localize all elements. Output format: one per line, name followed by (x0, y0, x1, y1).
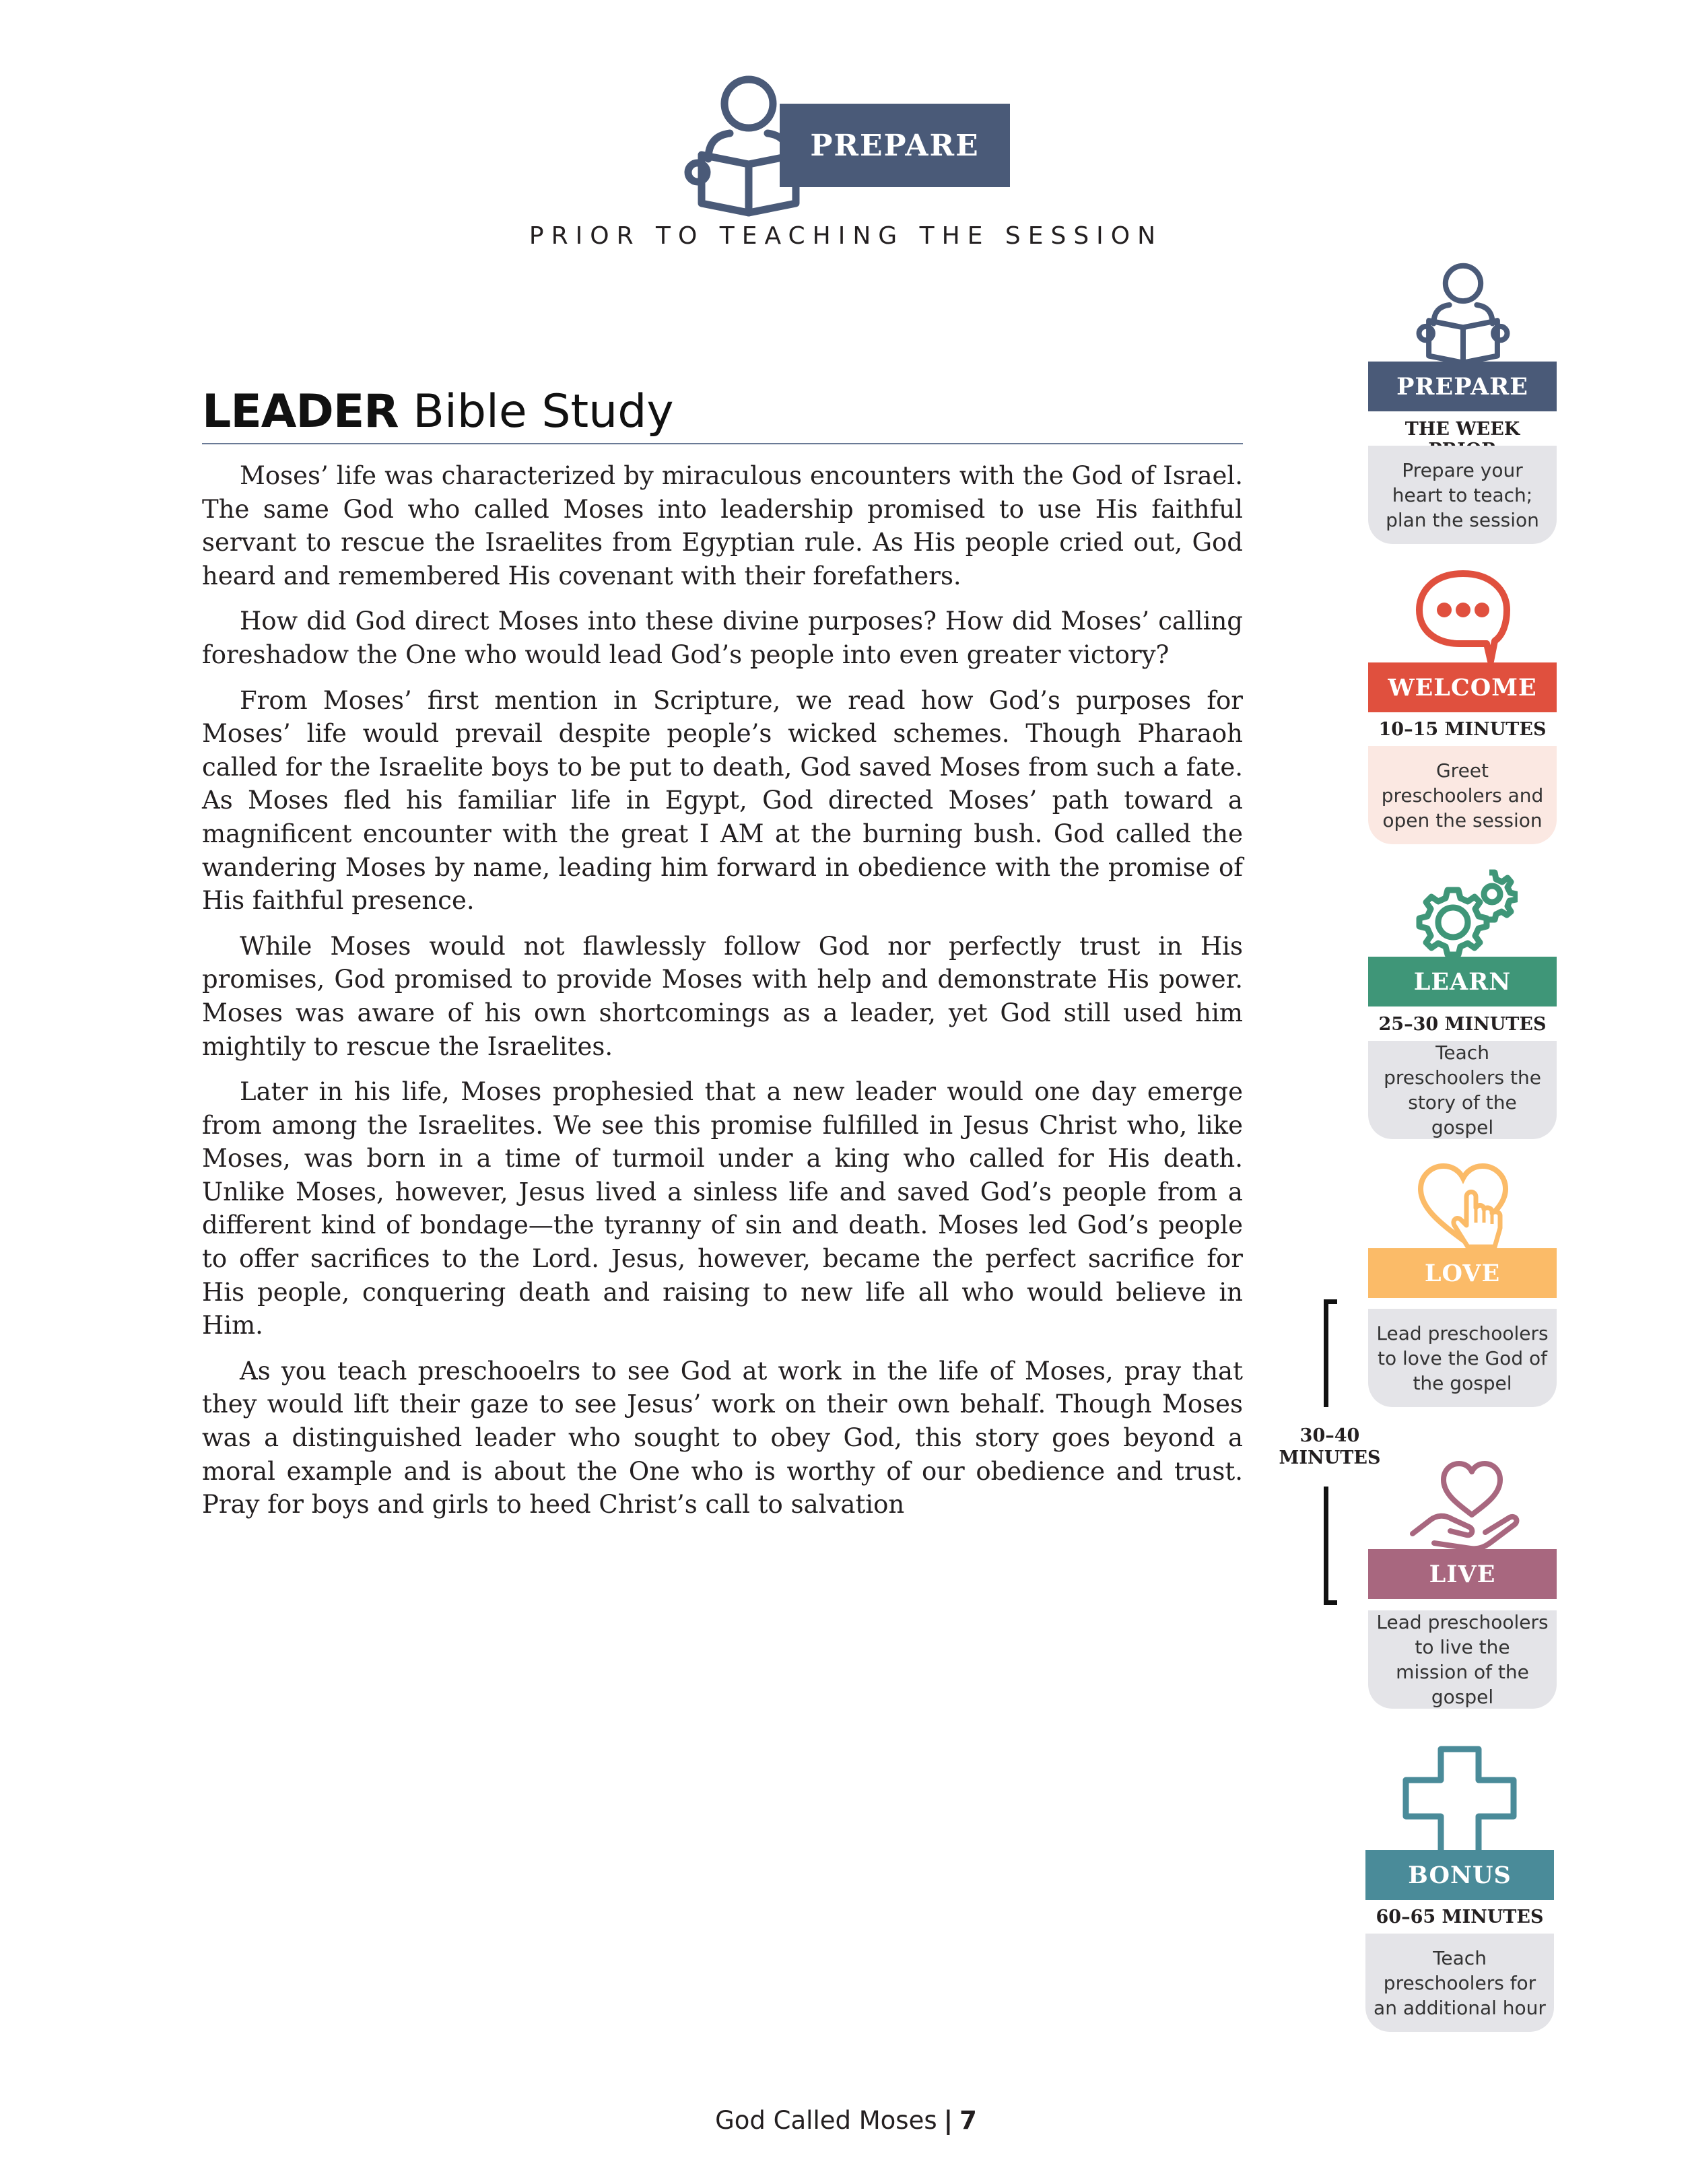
section-heading (202, 385, 1243, 444)
step-label-live: LIVE (1368, 1549, 1557, 1599)
step-label-bonus: BONUS (1365, 1850, 1554, 1900)
reader-book-icon (1413, 260, 1514, 368)
step-desc-bonus: Teach preschoolers for an additional hour (1365, 1934, 1554, 2032)
step-desc-love: Lead preschoolers to love the God of the gospel (1368, 1309, 1557, 1407)
footer-separator: | (943, 2106, 953, 2135)
step-label-love: LOVE (1368, 1248, 1557, 1298)
page-number: 7 (959, 2106, 977, 2135)
step-label-prepare: PREPARE (1368, 362, 1557, 411)
paragraph: While Moses would not flawlessly follow God nor perfectly trust in His promises, God promised to provide Moses with help and demonstrate His power. Moses was aware of his own shortcomings as a leader, yet God still used him mightily to rescue the Israelites. (202, 931, 1243, 1061)
gears-icon (1410, 866, 1518, 960)
step-time-prepare: THE WEEK (1405, 419, 1520, 440)
paragraph: Later in his life, Moses prophesied that a new leader would one day emerge from among the Israelites. We see this promise fulfilled in Jesus Christ who, like Moses, was born in a time of turmoil under a king who called for His death. Unlike Moses, however, Jesus lived a sinless life and saved God’s people from a different kind of bondage—the tyranny of sin and death. Moses led God’s people to offer sacrifices to the Lord. Jesus, however, became the perfect sacrifice for His people, conquering death and raising to new life all who would believe in Him. (202, 1077, 1243, 1340)
paragraph: Moses’ life was characterized by miraculous encounters with the God of Israel. The same God who called Moses into leadership promised to use His faithful servant to rescue the Israelites from Egyptian rule. As His people cried out, God heard and remembered His covenant with their forefathers. (202, 461, 1243, 590)
cross-icon (1400, 1744, 1519, 1862)
step-time-bonus: 60–65 MINUTES (1376, 1907, 1544, 1927)
step-label-learn: LEARN (1368, 957, 1557, 1006)
heart-pointer-icon (1413, 1158, 1514, 1259)
heart-hand-icon (1407, 1454, 1522, 1555)
step-time-welcome: 10–15 MINUTES (1378, 719, 1547, 740)
body-text (202, 459, 1243, 1522)
speech-bubble-icon (1413, 566, 1514, 667)
step-desc-prepare: Prepare your heart to teach; plan the session (1368, 446, 1557, 544)
leader-bible-study (202, 385, 1243, 1534)
step-time-learn: 25–30 MINUTES (1378, 1014, 1547, 1035)
step-label-welcome: WELCOME (1368, 662, 1557, 712)
paragraph: From Moses’ first mention in Scripture, we read how God’s purposes for Moses’ life would prevail despite people’s wicked schemes. Though Pharaoh called for the Israelite boys to be put to death, God saved Moses from such a fate. As Moses fled his familiar life in Egypt, God directed Moses’ path toward a magnificent encounter with the great I AM at the burning bush. God called the wandering Moses by name, leading him forward in obedience with the promise of His faithful presence. (202, 685, 1243, 916)
heading-bold: LEADER (202, 385, 399, 438)
paragraph: How did God direct Moses into these divine purposes? How did Moses’ calling foreshadow the One who would lead God’s people into even greater victory? (202, 607, 1243, 669)
page-footer (0, 2106, 1692, 2135)
bracket-time-range: 30–40 (1299, 1425, 1360, 1446)
step-desc-welcome: Greet preschoolers and open the session (1368, 746, 1557, 844)
prepare-banner: PREPARE (780, 104, 1010, 187)
step-desc-learn: Teach preschoolers the story of the gospel (1368, 1041, 1557, 1139)
bracket-time-label (1266, 1425, 1394, 1469)
page-subtitle: PRIOR TO TEACHING THE SESSION (529, 222, 1163, 250)
step-desc-live: Lead preschoolers to live the mission of the gospel (1368, 1610, 1557, 1709)
paragraph: As you teach preschooelrs to see God at work in the life of Moses, pray that they would lift their gaze to see Jesus’ work on their own behalf. Though Moses was a distinguished leader who sought to obey God, this story goes beyond a moral example and is about the One who is worthy of our obedience and trust. Pray for boys and girls to heed Christ’s call to salvation (202, 1356, 1243, 1520)
bracket-time-unit: MINUTES (1279, 1447, 1381, 1468)
heading-rest: Bible Study (413, 385, 674, 438)
footer-title: God Called Moses (715, 2106, 937, 2135)
